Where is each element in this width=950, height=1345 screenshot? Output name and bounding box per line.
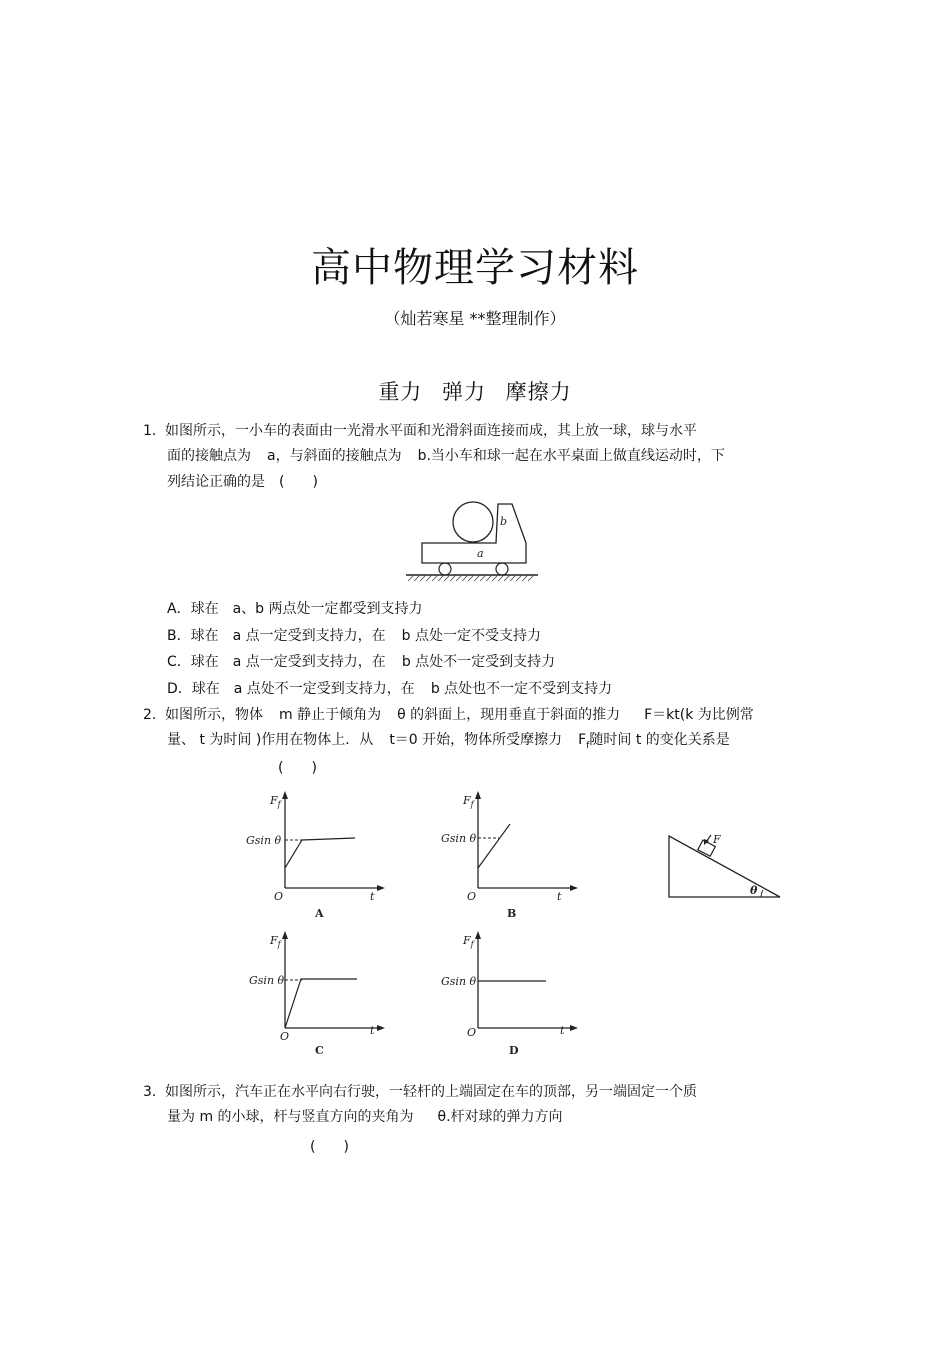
q2-stem-2a: 量、 t 为时间 )作用在物体上．从 [167,732,374,748]
graph-a-x-label: t [370,890,375,903]
q1-option-d-1: D．球在 a 点处不一定受到支持力，在 [167,681,415,697]
graph-b-caption: B [507,907,517,920]
graph-d-x-label: t [560,1024,565,1037]
graph-b-curve [478,824,510,868]
graph-b-y-label: $F_f$ [463,794,474,809]
incline-force-label: F [713,833,721,846]
q2-stem-1a: 如图所示，物体 [165,707,263,723]
q3-stem-1: 如图所示，汽车正在水平向右行驶，一轻杆的上端固定在车的顶部，另一端固定一个质 [165,1084,697,1100]
graph-c-y-label: $F_f$ [270,934,281,949]
wheel-right [496,563,508,575]
graph-b-origin: O [467,890,477,903]
graph-a-caption: A [315,907,324,920]
q2-graph-d [433,928,583,1063]
q1-line-1 [143,422,697,440]
q2-line-2 [167,731,730,755]
q3-answer-blank: ( ) [310,1139,349,1155]
q1-stem-1: 如图所示，一小车的表面由一光滑水平面和光滑斜面连接而成，其上放一球，球与水平 [165,423,697,439]
graph-c-caption: C [315,1044,324,1057]
section-title: 重力 弹力 摩擦力 [378,380,572,404]
q2-incline-figure [662,826,787,902]
q1-stem-2a: 面的接触点为 [167,448,251,464]
q2-answer-blank: ( ) [278,760,317,776]
graph-a-origin: O [274,890,284,903]
graph-c-origin: O [280,1030,290,1043]
q1-option-b-1: B．球在 a 点一定受到支持力，在 [167,628,386,644]
q1-option-a: A．球在 a、b 两点处一定都受到支持力 [167,601,423,617]
graph-d-y-label: $F_f$ [463,934,474,949]
q3-stem-2a: 量为 m 的小球，杆与竖直方向的夹角为 [167,1109,414,1125]
ball [453,502,493,542]
q1-stem-2b: a，与斜面的接触点为 [267,448,402,464]
graph-c-x-label: t [370,1024,375,1037]
q2-stem-1b: m 静止于倾角为 [279,707,382,723]
incline-angle-label: θ [750,884,758,897]
q1-stem-2c: b.当小车和球一起在水平桌面上做直线运动时，下 [417,448,725,464]
q1-option-b [167,627,541,645]
graph-c-curve [285,979,357,1028]
document-subtitle: （灿若寒星 **整理制作） [384,309,566,328]
ground-hatch [408,575,534,581]
graph-a-y-label: $F_f$ [270,794,281,809]
q2-stem-ff-sub: f [586,740,590,751]
q2-graph-b [433,788,583,923]
graph-d-caption: D [509,1044,519,1057]
graph-b-x-label: t [557,890,562,903]
q1-line-2 [167,447,725,465]
graph-b-level-label: Gsin θ [441,832,477,845]
graph-a-level-label: Gsin θ [246,834,282,847]
q1-option-d [167,680,612,698]
q1-option-b-2: b 点处一定不受支持力 [401,628,541,644]
q2-stem-ff: F [578,732,587,748]
q1-option-c [167,653,555,671]
q2-graph-c [240,928,390,1063]
graph-a-curve [285,838,355,868]
q1-line-3: 列结论正确的是 ( ) [167,474,318,490]
graph-d-level-label: Gsin θ [441,975,477,988]
graph-d-origin: O [467,1026,477,1039]
q1-option-d-2: b 点处也不一定不受到支持力 [430,681,613,697]
q2-stem-1c: θ 的斜面上，现用垂直于斜面的推力 [397,707,621,723]
q2-graph-a [240,788,390,923]
q2-number: 2. [143,707,157,723]
q1-option-c-1: C．球在 a 点一定受到支持力，在 [167,654,386,670]
q3-number: 3. [143,1084,157,1100]
q2-stem-2b: t＝0 开始，物体所受摩擦力 [389,732,563,748]
q2-stem-1d: F＝kt(k 为比例常 [644,707,754,723]
q3-line-1 [143,1083,697,1101]
q2-stem-2c: 随时间 t 的变化关系是 [589,732,730,748]
document-title: 高中物理学习材料 [311,245,639,291]
wheel-left [439,563,451,575]
q1-option-c-2: b 点处不一定受到支持力 [401,654,556,670]
q1-cart-figure [402,495,542,587]
q3-line-2 [167,1108,563,1126]
point-a-label: a [477,547,484,560]
graph-c-level-label: Gsin θ [249,974,285,987]
q1-number: 1. [143,423,157,439]
point-b-label: b [500,515,508,528]
cart-body [422,504,526,563]
q3-stem-2b: θ.杆对球的弹力方向 [437,1109,563,1125]
incline-triangle [669,836,780,897]
q2-line-1 [143,706,754,724]
